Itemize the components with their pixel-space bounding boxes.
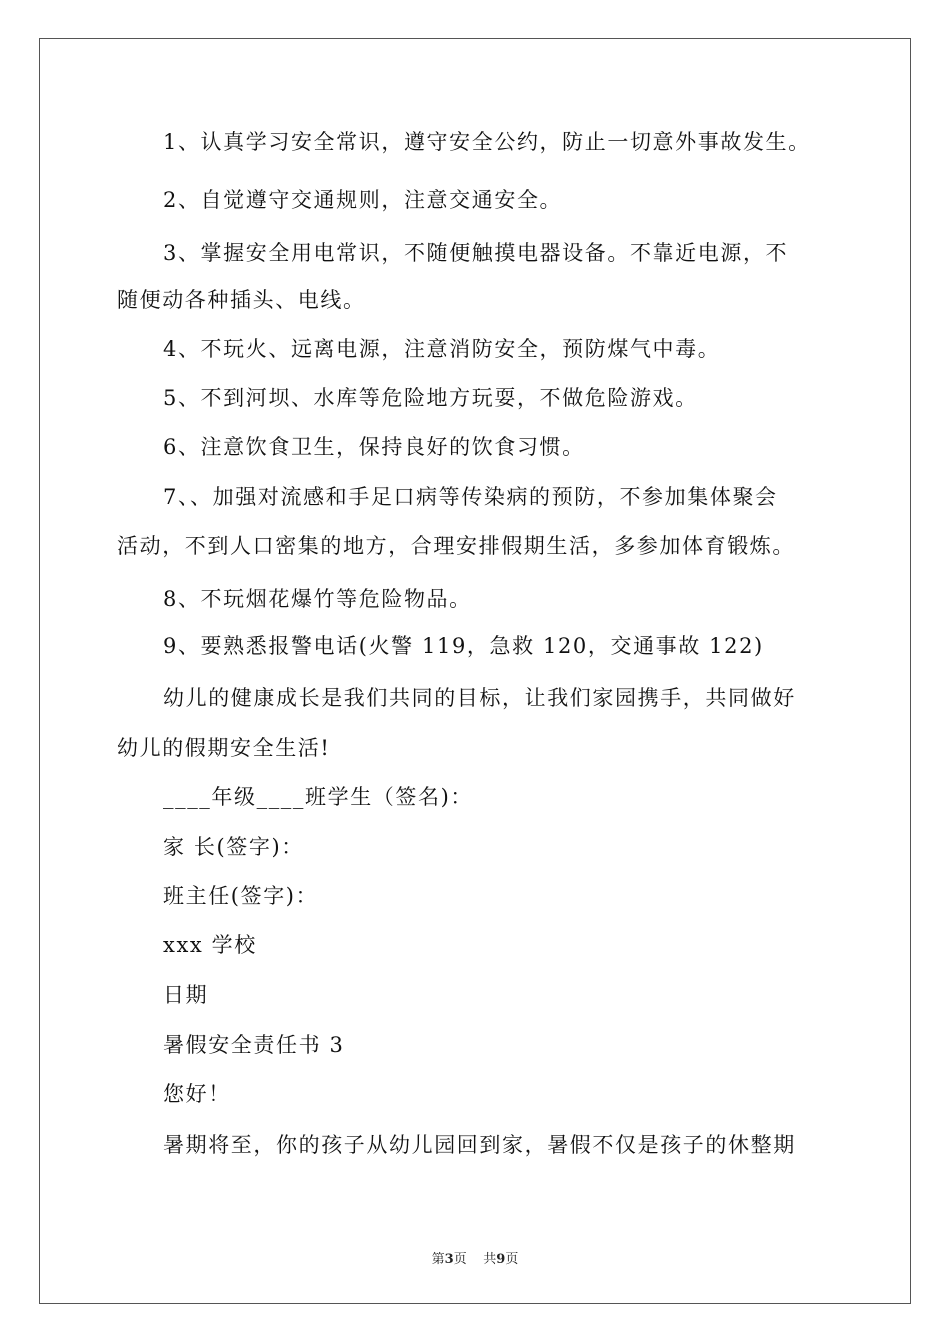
- page-frame: [39, 38, 911, 1304]
- text-line: 3、掌握安全用电常识，不随便触摸电器设备。不靠近电源，不: [163, 241, 789, 265]
- text-line: 班主任(签字)：: [163, 884, 319, 908]
- text-line: 随便动各种插头、电线。: [117, 288, 366, 312]
- text-line: 8、不玩烟花爆竹等危险物品。: [163, 587, 472, 611]
- text-line: ____年级____班学生（签名)：: [163, 785, 473, 809]
- footer-total-prefix: 共: [483, 1252, 497, 1267]
- text-line: 活动，不到人口密集的地方，合理安排假期生活，多参加体育锻炼。: [117, 534, 795, 558]
- text-line: 家 长(签字)：: [163, 835, 304, 859]
- footer-total-suffix: 页: [505, 1252, 519, 1267]
- text-line: 幼儿的健康成长是我们共同的目标，让我们家园携手，共同做好: [163, 686, 796, 710]
- text-line: 暑期将至，你的孩子从幼儿园回到家，暑假不仅是孩子的休整期: [163, 1133, 796, 1157]
- text-line: 日期: [163, 983, 209, 1007]
- text-line: 1、认真学习安全常识，遵守安全公约，防止一切意外事故发生。: [163, 130, 811, 154]
- text-line: 5、不到河坝、水库等危险地方玩耍，不做危险游戏。: [163, 386, 698, 410]
- text-line: 7、、加强对流感和手足口病等传染病的预防，不参加集体聚会: [163, 485, 778, 509]
- footer-prefix: 第: [431, 1252, 445, 1267]
- text-line: 您好！: [163, 1082, 231, 1106]
- text-line: xxx 学校: [163, 933, 257, 957]
- text-line: 9、要熟悉报警电话(火警 119，急救 120，交通事故 122): [163, 634, 764, 658]
- text-line: 2、自觉遵守交通规则，注意交通安全。: [163, 188, 563, 212]
- text-line: 6、注意饮食卫生，保持良好的饮食习惯。: [163, 435, 585, 459]
- footer-page-suffix: 页: [453, 1252, 467, 1267]
- text-line: 4、不玩火、远离电源，注意消防安全，预防煤气中毒。: [163, 337, 721, 361]
- footer-page-number: 3: [444, 1252, 454, 1267]
- text-line: 暑假安全责任书 3: [163, 1033, 345, 1057]
- text-line: 幼儿的假期安全生活!: [117, 736, 331, 760]
- footer-total-pages: 9: [496, 1252, 506, 1267]
- page-footer: [0, 1248, 950, 1267]
